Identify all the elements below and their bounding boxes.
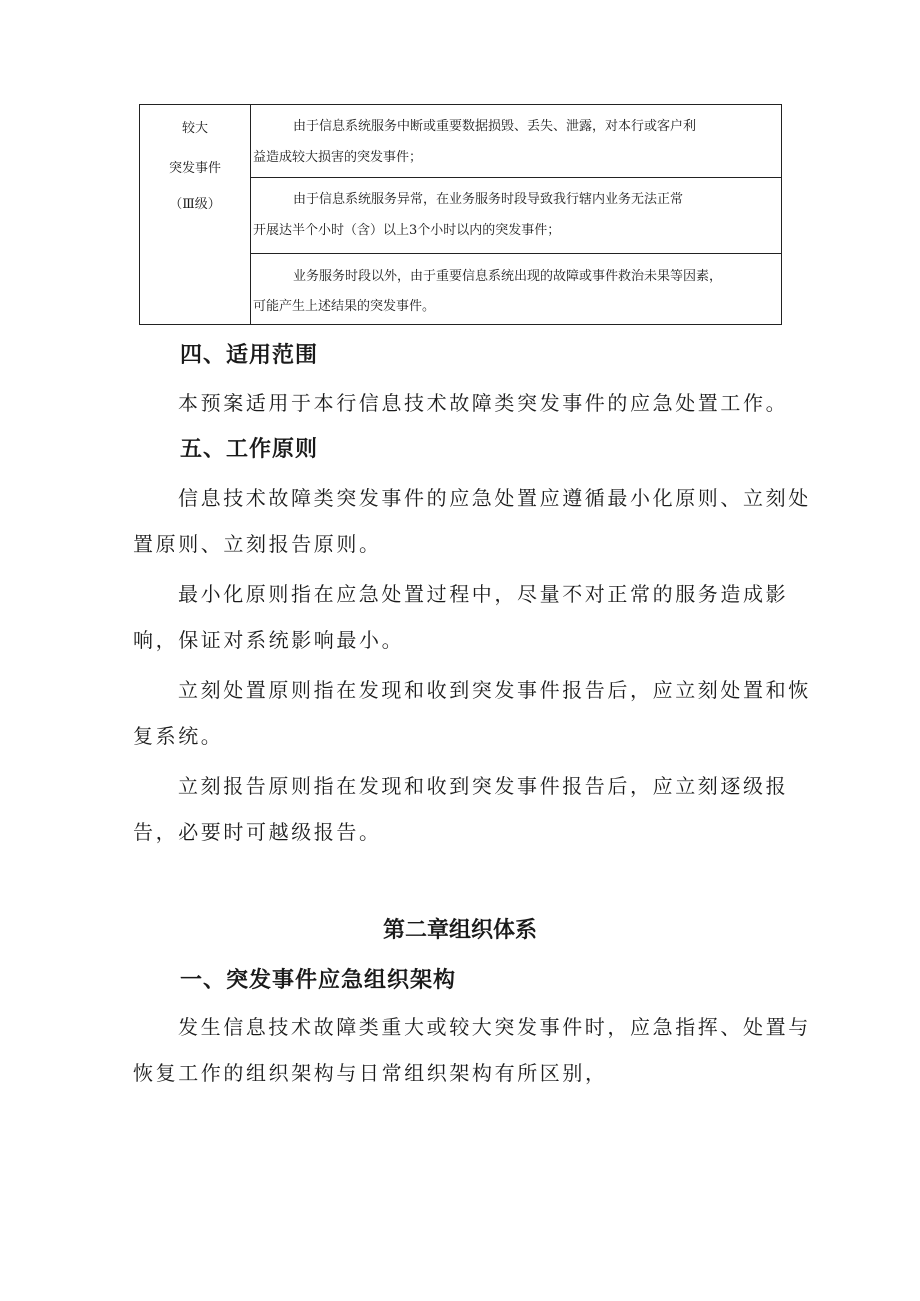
row-text-line-1: 业务服务时段以外，由于重要信息系统出现的故障或事件救治未果等因素，: [293, 269, 723, 284]
category-line-1: 较大: [181, 121, 208, 136]
table-row: [251, 178, 781, 254]
principles-paragraph-1: 信息技术故障类突发事件的应急处置应遵循最小化原则、立刻处置原则、立刻报告原则。: [133, 486, 811, 556]
principles-paragraph-4: 立刻报告原则指在发现和收到突发事件报告后，应立刻逐级报告，必要时可越级报告。: [133, 774, 789, 844]
section-heading-scope: 四、适用范围: [180, 343, 319, 368]
severity-category-cell: [140, 105, 251, 324]
principles-paragraph-2: 最小化原则指在应急处置过程中，尽量不对正常的服务造成影响，保证对系统影响最小。: [133, 582, 789, 652]
row-text-line-2: 可能产生上述结果的突发事件。: [253, 299, 436, 314]
principles-paragraph-3: 立刻处置原则指在发现和收到突发事件报告后，应立刻处置和恢复系统。: [133, 678, 811, 748]
section-heading-principles: 五、工作原则: [180, 437, 319, 462]
org-paragraph: 发生信息技术故障类重大或较大突发事件时，应急指挥、处置与恢复工作的组织架构与日常组织架构有所区别，: [133, 1015, 811, 1085]
severity-table: [139, 104, 782, 325]
category-line-2: 突发事件: [168, 161, 221, 176]
row-text-line-2: 益造成较大损害的突发事件；: [253, 150, 423, 165]
scope-paragraph: 本预案适用于本行信息技术故障类突发事件的应急处置工作。: [178, 391, 789, 415]
row-text-line-2: 开展达半个小时（含）以上3个小时以内的突发事件；: [253, 223, 561, 238]
row-text-line-1: 由于信息系统服务中断或重要数据损毁、丢失、泄露，对本行或客户利: [293, 119, 697, 134]
category-line-3: （Ⅲ级）: [169, 197, 221, 212]
section-heading-org: 一、突发事件应急组织架构: [180, 968, 457, 993]
chapter-title: 第二章组织体系: [382, 918, 537, 943]
table-row: [251, 105, 781, 178]
table-row: [251, 254, 781, 326]
row-text-line-1: 由于信息系统服务异常，在业务服务时段导致我行辖内业务无法正常: [293, 192, 684, 207]
